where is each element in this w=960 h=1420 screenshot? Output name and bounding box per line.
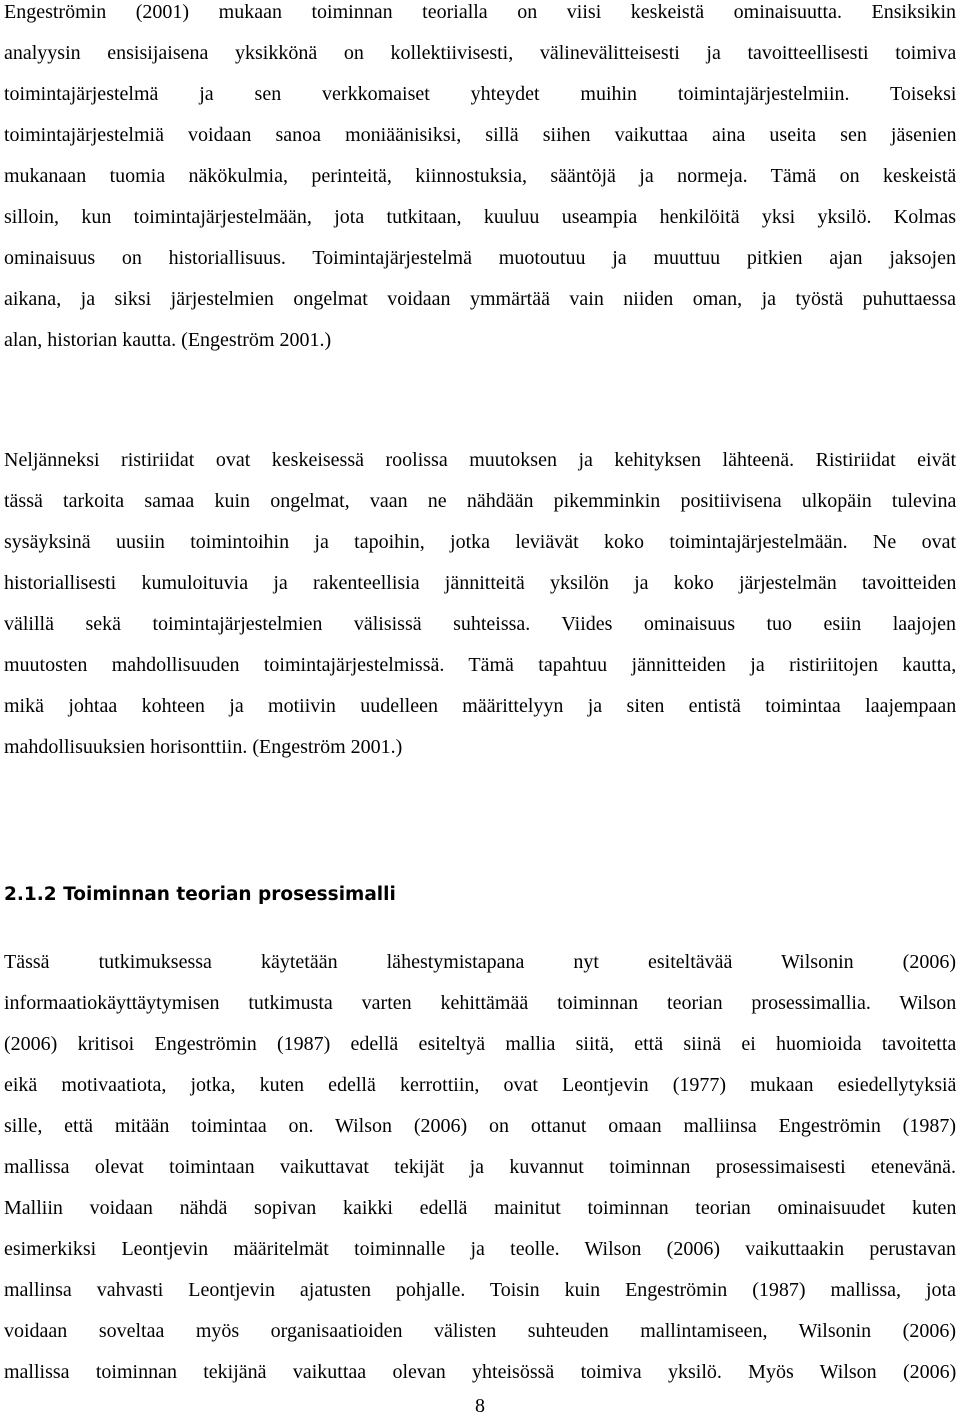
text-line: mallinsa vahvasti Leontjevin ajatusten pohjalle. Toisin kuin Engeströmin (1987) mallissa, jota xyxy=(4,1279,956,1301)
text-line: mikä johtaa kohteen ja motiivin uudelleen määrittelyyn ja siten entistä toimintaa laajempaan xyxy=(4,695,957,717)
text-line: välillä sekä toimintajärjestelmien välisissä suhteissa. Viides ominaisuus tuo esiin laajojen xyxy=(4,613,956,635)
text-line: alan, historian kautta. (Engeström 2001.) xyxy=(4,329,332,351)
text-line: eikä motivaatiota, jotka, kuten edellä kerrottiin, ovat Leontjevin (1977) mukaan esiedellytyksiä xyxy=(4,1074,957,1096)
text-line: sille, että mitään toimintaa on. Wilson (2006) on ottanut omaan malliinsa Engeströmin (1987) xyxy=(4,1115,956,1137)
text-line: ominaisuus on historiallisuus. Toimintajärjestelmä muotoutuu ja muuttuu pitkien ajan jaksojen xyxy=(4,247,956,269)
paragraph-contradictions xyxy=(4,440,956,768)
text-line: historiallisesti kumuloituvia ja rakenteellisia jännitteitä yksilön ja koko järjestelmän tavoitteiden xyxy=(4,572,957,594)
text-line: toimintajärjestelmä ja sen verkkomaiset yhteydet muihin toimintajärjestelmiin. Toiseksi xyxy=(4,83,957,105)
text-line: (2006) kritisoi Engeströmin (1987) edellä esiteltyä mallia siitä, että siinä ei huomioida tavoitetta xyxy=(4,1033,957,1055)
section-heading: 2.1.2 Toiminnan teorian prosessimalli xyxy=(4,884,396,905)
text-line: silloin, kun toimintajärjestelmään, jota tutkitaan, kuuluu useampia henkilöitä yksi yksilö. Kolmas xyxy=(4,206,956,228)
text-line: tässä tarkoita samaa kuin ongelmat, vaan ne nähdään pikemminkin positiivisena ulkopäin tulevina xyxy=(4,490,957,512)
text-line: toimintajärjestelmiä voidaan sanoa moniäänisiksi, sillä siihen vaikuttaa aina useita sen jäsenien xyxy=(4,124,957,146)
text-line: Malliin voidaan nähdä sopivan kaikki edellä mainitut toiminnan teorian ominaisuudet kuten xyxy=(4,1197,957,1219)
text-line: Neljänneksi ristiriidat ovat keskeisessä roolissa muutoksen ja kehityksen lähteenä. Ristiriidat eivät xyxy=(4,449,957,471)
paragraph-process-model xyxy=(4,942,956,1393)
text-line: muutosten mahdollisuuden toimintajärjestelmissä. Tämä tapahtuu jännitteiden ja ristiriitojen kautta, xyxy=(4,654,957,676)
text-line: aikana, ja siksi järjestelmien ongelmat voidaan ymmärtää vain niiden oman, ja työstä puhuttaessa xyxy=(4,288,956,310)
text-line: esimerkiksi Leontjevin määritelmät toiminnalle ja teolle. Wilson (2006) vaikuttaakin perustavan xyxy=(4,1238,956,1260)
paragraph-activity-theory-features xyxy=(4,0,956,361)
page-number: 8 xyxy=(475,1395,485,1417)
text-line: mahdollisuuksien horisonttiin. (Engeström 2001.) xyxy=(4,736,403,758)
text-line: Engeströmin (2001) mukaan toiminnan teorialla on viisi keskeistä ominaisuutta. Ensiksikin xyxy=(4,1,956,23)
text-line: mukanaan tuomia näkökulmia, perinteitä, kiinnostuksia, sääntöjä ja normeja. Tämä on keskeistä xyxy=(4,165,957,187)
text-line: mallissa olevat toimintaan vaikuttavat tekijät ja kuvannut toiminnan prosessimaisesti etenevänä. xyxy=(4,1156,956,1178)
text-line: voidaan soveltaa myös organisaatioiden välisten suhteuden mallintamiseen, Wilsonin (2006) xyxy=(4,1320,956,1342)
text-line: Tässä tutkimuksessa käytetään lähestymistapana nyt esiteltävää Wilsonin (2006) xyxy=(4,951,956,973)
text-line: informaatiokäyttäytymisen tutkimusta varten kehittämää toiminnan teorian prosessimallia. Wilson xyxy=(4,992,957,1014)
text-line: sysäyksinä uusiin toimintoihin ja tapoihin, jotka leviävät koko toimintajärjestelmään. Ne ovat xyxy=(4,531,956,553)
text-line: mallissa toiminnan tekijänä vaikuttaa olevan yhteisössä toimiva yksilö. Myös Wilson (2006) xyxy=(4,1361,957,1383)
text-line: analyysin ensisijaisena yksikkönä on kollektiivisesti, välinevälitteisesti ja tavoitteellisesti toimiva xyxy=(4,42,957,64)
